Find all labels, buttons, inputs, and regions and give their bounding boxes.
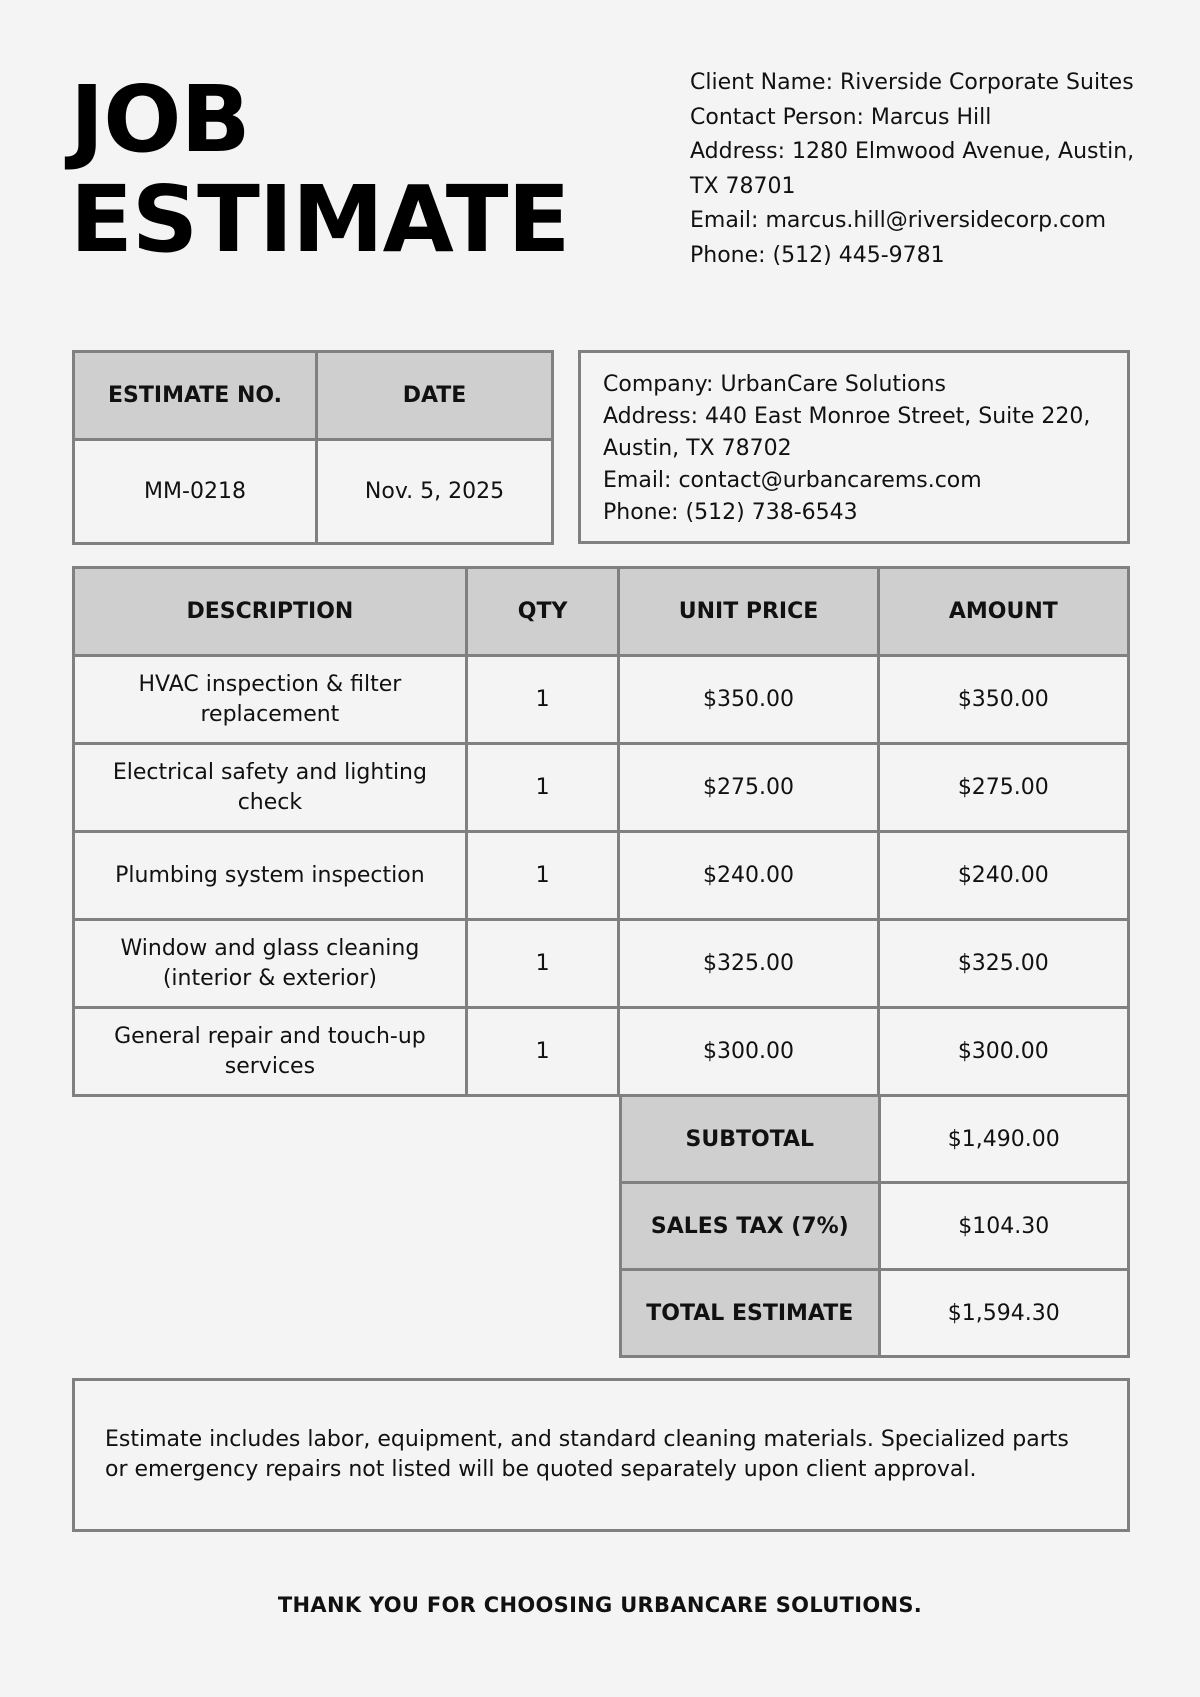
subtotal-label: SUBTOTAL	[621, 1096, 880, 1183]
meta-header-row	[74, 352, 553, 440]
item-amount: $300.00	[878, 1008, 1128, 1096]
title-line-job: JOB	[70, 66, 250, 173]
description-header: DESCRIPTION	[74, 568, 467, 656]
item-unit-price: $275.00	[619, 744, 878, 832]
item-description: Electrical safety and lighting check	[74, 744, 467, 832]
item-unit-price: $325.00	[619, 920, 878, 1008]
company-address-line1: Address: 440 East Monroe Street, Suite 220,	[603, 404, 1091, 429]
table-row	[74, 656, 1129, 744]
subtotal-row	[621, 1096, 1129, 1183]
tax-label: SALES TAX (7%)	[621, 1183, 880, 1270]
items-header-row	[74, 568, 1129, 656]
company-info	[578, 350, 1130, 544]
item-amount: $240.00	[878, 832, 1128, 920]
client-email: Email: marcus.hill@riversidecorp.com	[690, 208, 1107, 233]
item-amount: $325.00	[878, 920, 1128, 1008]
item-description: HVAC inspection & filter replacement	[74, 656, 467, 744]
line-items-table	[72, 566, 1130, 1097]
client-contact: Contact Person: Marcus Hill	[690, 104, 992, 130]
item-qty: 1	[466, 744, 619, 832]
item-description: Window and glass cleaning (interior & exterior)	[74, 920, 467, 1008]
client-address-line2: TX 78701	[690, 173, 796, 199]
item-amount: $275.00	[878, 744, 1128, 832]
estimate-no-header: ESTIMATE NO.	[74, 352, 317, 440]
item-qty: 1	[466, 832, 619, 920]
date-value: Nov. 5, 2025	[317, 440, 553, 544]
total-value: $1,594.30	[879, 1270, 1128, 1357]
client-address-line1: Address: 1280 Elmwood Avenue, Austin,	[690, 139, 1135, 164]
client-info	[690, 66, 1150, 273]
item-unit-price: $300.00	[619, 1008, 878, 1096]
client-phone: Phone: (512) 445-9781	[690, 242, 945, 268]
meta-value-row	[74, 440, 553, 544]
table-row	[74, 1008, 1129, 1096]
amount-header: AMOUNT	[878, 568, 1128, 656]
total-label: TOTAL ESTIMATE	[621, 1270, 880, 1357]
item-description: General repair and touch-up services	[74, 1008, 467, 1096]
subtotal-value: $1,490.00	[879, 1096, 1128, 1183]
item-qty: 1	[466, 656, 619, 744]
title-line-estimate: ESTIMATE	[70, 166, 570, 273]
company-address-line2: Austin, TX 78702	[603, 436, 792, 461]
item-amount: $350.00	[878, 656, 1128, 744]
estimate-meta-table	[72, 350, 554, 545]
document-title	[70, 66, 590, 273]
notes-text: Estimate includes labor, equipment, and standard cleaning materials. Specialized parts or emergency repairs not listed will be quoted separately upon client approval.	[105, 1427, 1069, 1482]
table-row	[74, 832, 1129, 920]
item-unit-price: $240.00	[619, 832, 878, 920]
tax-value: $104.30	[879, 1183, 1128, 1270]
total-row	[621, 1270, 1129, 1357]
item-qty: 1	[466, 920, 619, 1008]
tax-row	[621, 1183, 1129, 1270]
notes-box	[72, 1378, 1130, 1532]
company-phone: Phone: (512) 738-6543	[603, 500, 858, 525]
client-name: Client Name: Riverside Corporate Suites	[690, 70, 1134, 95]
date-header: DATE	[317, 352, 553, 440]
item-unit-price: $350.00	[619, 656, 878, 744]
company-name: Company: UrbanCare Solutions	[603, 372, 947, 397]
item-description: Plumbing system inspection	[74, 832, 467, 920]
thank-you-footer: THANK YOU FOR CHOOSING URBANCARE SOLUTIONS.	[277, 1593, 923, 1617]
unit-price-header: UNIT PRICE	[619, 568, 878, 656]
estimate-no-value: MM-0218	[74, 440, 317, 544]
table-row	[74, 744, 1129, 832]
table-row	[74, 920, 1129, 1008]
qty-header: QTY	[466, 568, 619, 656]
totals-table	[619, 1094, 1130, 1358]
item-qty: 1	[466, 1008, 619, 1096]
company-email: Email: contact@urbancarems.com	[603, 468, 982, 493]
